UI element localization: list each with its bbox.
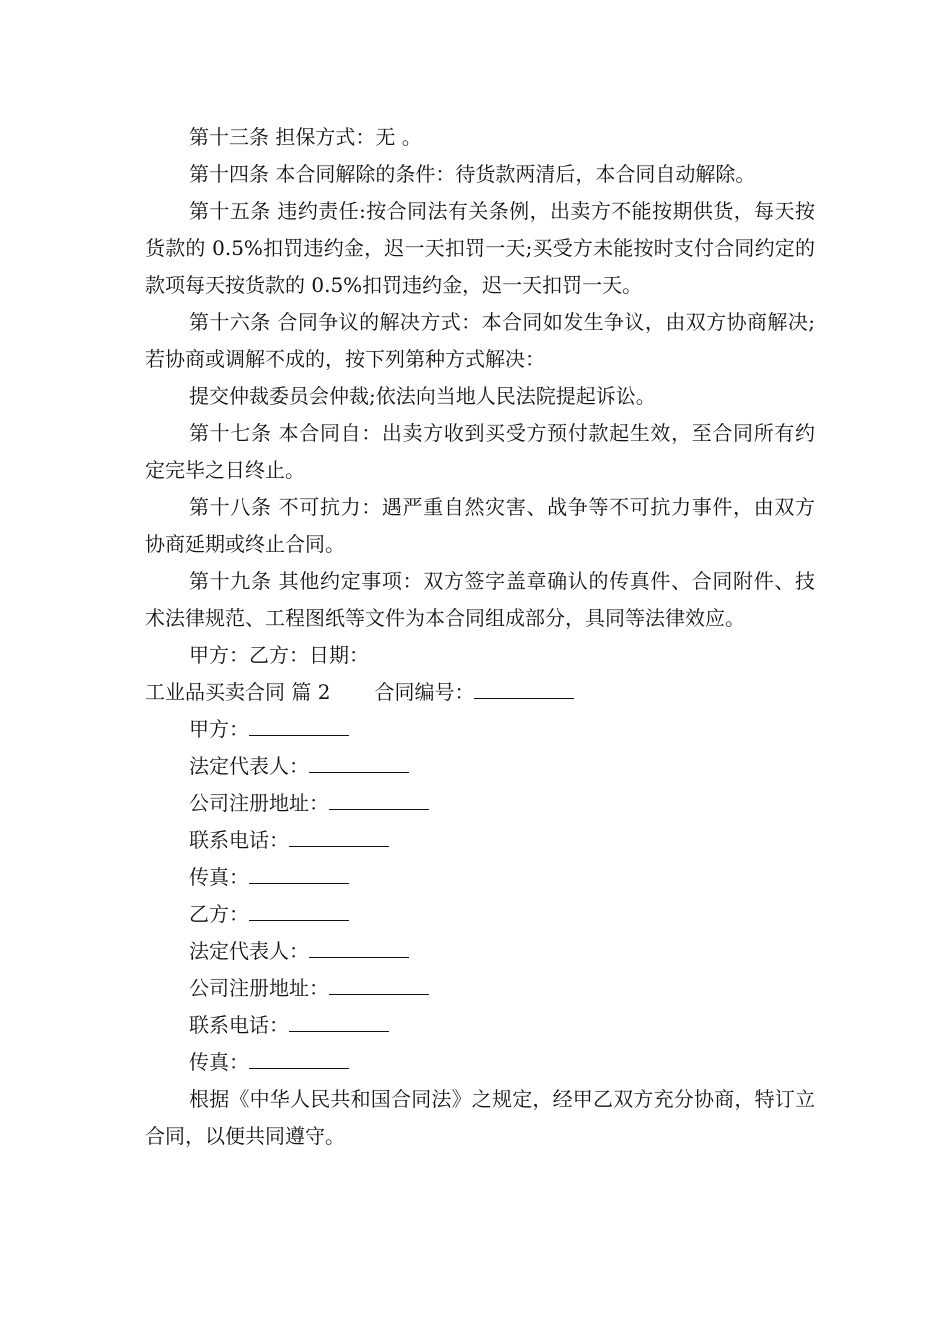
- party-a-rep-label: 法定代表人：: [189, 754, 309, 778]
- party-a-label: 甲方：: [189, 717, 249, 741]
- party-b-address-blank: [329, 972, 429, 995]
- party-b-rep-field: [145, 933, 815, 970]
- clause-17: 第十七条 本合同自：出卖方收到买受方预付款起生效，至合同所有约定完毕之日终止。: [145, 421, 815, 482]
- clause-16-options: 提交仲裁委员会仲裁;依法向当地人民法院提起诉讼。: [189, 384, 656, 408]
- party-a-address-blank: [329, 787, 429, 810]
- party-a-rep-field: [145, 748, 815, 785]
- party-a-fax-field: [145, 859, 815, 896]
- section-2-title: 工业品买卖合同 篇 2: [145, 680, 331, 704]
- party-a-fax-label: 传真：: [189, 865, 249, 889]
- clause-15: 第十五条 违约责任:按合同法有关条例，出卖方不能按期供货，每天按货款的 0.5%扣罚违约金，迟一天扣罚一天;买受方未能按时支付合同约定的款项每天按货款的 0.5%扣罚违约金，迟一天扣罚一天。: [145, 199, 815, 297]
- party-b-fax-blank: [249, 1046, 349, 1069]
- clause-19: 第十九条 其他约定事项：双方签字盖章确认的传真件、合同附件、技术法律规范、工程图纸等文件为本合同组成部分，具同等法律效应。: [145, 569, 815, 630]
- party-b-fax-label: 传真：: [189, 1050, 249, 1074]
- party-b-rep-label: 法定代表人：: [189, 939, 309, 963]
- party-b-phone-field: [145, 1007, 815, 1044]
- party-b-address-field: [145, 970, 815, 1007]
- clause-13: 第十三条 担保方式：无 。: [189, 125, 422, 149]
- party-a-blank: [249, 713, 349, 736]
- party-a-rep-blank: [309, 750, 409, 773]
- party-b-fax-field: [145, 1044, 815, 1081]
- contract-number-blank: [474, 676, 574, 699]
- party-a-phone-field: [145, 822, 815, 859]
- party-a-phone-blank: [289, 824, 389, 847]
- party-b-label: 乙方：: [189, 902, 249, 926]
- party-b-blank: [249, 898, 349, 921]
- party-a-address-label: 公司注册地址：: [189, 791, 329, 815]
- section-2-heading: [145, 674, 815, 711]
- closing-paragraph: 根据《中华人民共和国合同法》之规定，经甲乙双方充分协商，特订立合同，以便共同遵守。: [145, 1087, 815, 1148]
- party-b-phone-blank: [289, 1009, 389, 1032]
- party-a-address-field: [145, 785, 815, 822]
- clause-16: 第十六条 合同争议的解决方式：本合同如发生争议，由双方协商解决;若协商或调解不成的，按下列第种方式解决：: [145, 310, 815, 371]
- party-b-field: [145, 896, 815, 933]
- signature-line: 甲方：乙方：日期：: [189, 643, 369, 667]
- party-b-address-label: 公司注册地址：: [189, 976, 329, 1000]
- party-a-fax-blank: [249, 861, 349, 884]
- contract-number-label: 合同编号：: [374, 680, 475, 704]
- clause-18: 第十八条 不可抗力：遇严重自然灾害、战争等不可抗力事件，由双方协商延期或终止合同。: [145, 495, 815, 556]
- party-a-field: [145, 711, 815, 748]
- party-a-phone-label: 联系电话：: [189, 828, 289, 852]
- document-body: [145, 119, 815, 1155]
- clause-14: 第十四条 本合同解除的条件：待货款两清后，本合同自动解除。: [189, 162, 756, 186]
- party-b-rep-blank: [309, 935, 409, 958]
- party-b-phone-label: 联系电话：: [189, 1013, 289, 1037]
